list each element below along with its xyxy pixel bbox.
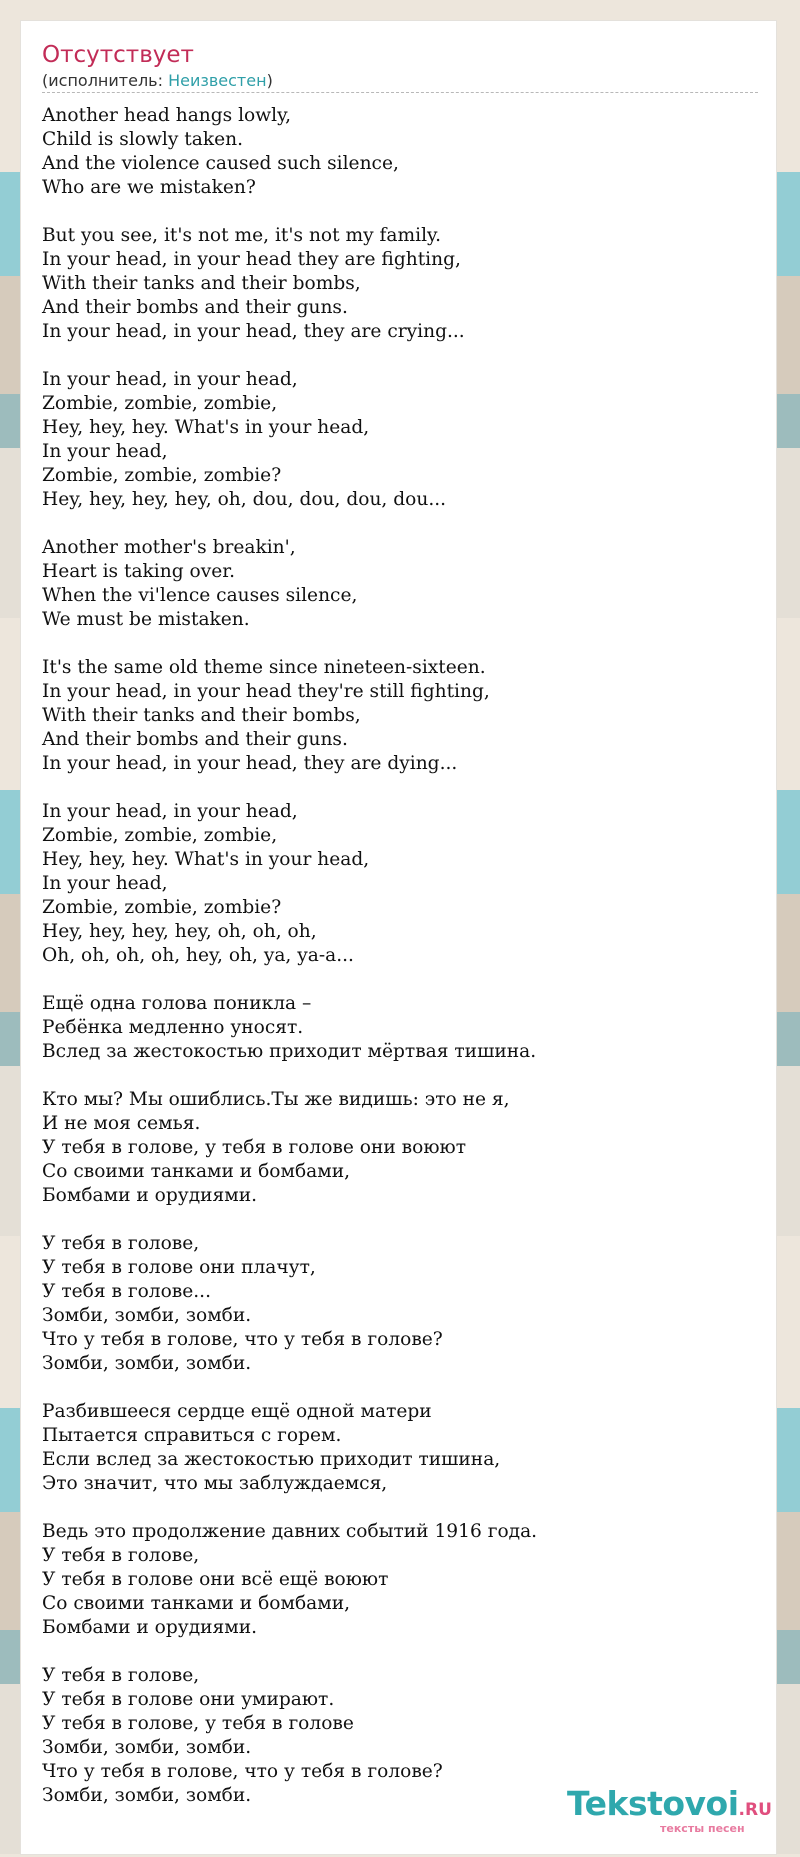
lyrics-line: Child is slowly taken. <box>42 129 243 150</box>
lyrics-text <box>42 104 762 1808</box>
lyrics-blank-line <box>42 512 762 536</box>
logo-tld: .RU <box>738 1800 772 1820</box>
lyrics-line: Зомби, зомби, зомби. <box>42 1353 252 1374</box>
lyrics-line: But you see, it's not me, it's not my family. <box>42 225 441 246</box>
lyrics-line: Вслед за жестокостью приходит мёртвая тишина. <box>42 1041 537 1062</box>
lyrics-line: Zombie, zombie, zombie, <box>42 825 278 846</box>
lyrics-line: Oh, oh, oh, oh, hey, oh, ya, ya-a... <box>42 945 354 966</box>
lyrics-line: Hey, hey, hey. What's in your head, <box>42 417 370 438</box>
lyrics-line: Зомби, зомби, зомби. <box>42 1305 252 1326</box>
lyrics-line: Что у тебя в голове, что у тебя в голове? <box>42 1761 443 1782</box>
lyrics-line: У тебя в голове, у тебя в голове они воюют <box>42 1137 466 1158</box>
lyrics-line: In your head, <box>42 441 168 462</box>
lyrics-blank-line <box>42 968 762 992</box>
lyrics-line: У тебя в голове, <box>42 1233 200 1254</box>
lyrics-line: У тебя в голове, <box>42 1665 200 1686</box>
lyrics-line: Это значит, что мы заблуждаемся, <box>42 1473 388 1494</box>
artist-link[interactable]: Неизвестен <box>168 71 267 90</box>
song-title: Отсутствует <box>42 42 194 68</box>
lyrics-blank-line <box>42 1376 762 1400</box>
site-logo[interactable] <box>567 1786 772 1834</box>
lyrics-line: With their tanks and their bombs, <box>42 705 361 726</box>
lyrics-blank-line <box>42 776 762 800</box>
lyrics-line: It's the same old theme since nineteen-sixteen. <box>42 657 486 678</box>
lyrics-line: Со своими танками и бомбами, <box>42 1161 351 1182</box>
lyrics-blank-line <box>42 200 762 224</box>
lyrics-line: Ещё одна голова поникла – <box>42 993 312 1014</box>
lyrics-line: Со своими танками и бомбами, <box>42 1593 351 1614</box>
lyrics-line: Пытается справиться с горем. <box>42 1425 342 1446</box>
lyrics-line: And their bombs and their guns. <box>42 729 348 750</box>
lyrics-line: У тебя в голове, <box>42 1545 200 1566</box>
lyrics-line: Another mother's breakin', <box>42 537 296 558</box>
lyrics-line: Если вслед за жестокостью приходит тишина, <box>42 1449 501 1470</box>
artist-suffix: ) <box>266 71 273 90</box>
lyrics-line: In your head, in your head, they are crying... <box>42 321 465 342</box>
logo-tagline: тексты песен <box>660 1822 745 1835</box>
lyrics-line: In your head, in your head, <box>42 369 298 390</box>
lyrics-blank-line <box>42 632 762 656</box>
lyrics-line: With their tanks and their bombs, <box>42 273 361 294</box>
lyrics-line: In your head, in your head they are fighting, <box>42 249 461 270</box>
lyrics-line: Hey, hey, hey. What's in your head, <box>42 849 370 870</box>
lyrics-line: И не моя семья. <box>42 1113 201 1134</box>
lyrics-card <box>20 20 777 1855</box>
lyrics-blank-line <box>42 1064 762 1088</box>
lyrics-line: We must be mistaken. <box>42 609 250 630</box>
lyrics-blank-line <box>42 344 762 368</box>
lyrics-line: In your head, in your head, they are dying... <box>42 753 458 774</box>
artist-prefix: (исполнитель: <box>42 71 169 90</box>
lyrics-line: У тебя в голове, у тебя в голове <box>42 1713 354 1734</box>
song-subtitle <box>42 71 758 93</box>
lyrics-blank-line <box>42 1496 762 1520</box>
lyrics-line: Зомби, зомби, зомби. <box>42 1737 252 1758</box>
lyrics-line: У тебя в голове они плачут, <box>42 1257 316 1278</box>
logo-name: Tekstovoi <box>567 1784 739 1823</box>
lyrics-line: Another head hangs lowly, <box>42 105 292 126</box>
lyrics-line: Who are we mistaken? <box>42 177 256 198</box>
lyrics-line: Zombie, zombie, zombie? <box>42 465 282 486</box>
lyrics-line: Ведь это продолжение давних событий 1916 года. <box>42 1521 538 1542</box>
lyrics-line: Кто мы? Мы ошиблись.Ты же видишь: это не я, <box>42 1089 510 1110</box>
lyrics-line: In your head, in your head, <box>42 801 298 822</box>
lyrics-line: У тебя в голове они умирают. <box>42 1689 335 1710</box>
lyrics-line: When the vi'lence causes silence, <box>42 585 358 606</box>
lyrics-line: Разбившееся сердце ещё одной матери <box>42 1401 432 1422</box>
lyrics-line: Бомбами и орудиями. <box>42 1185 258 1206</box>
lyrics-line: Зомби, зомби, зомби. <box>42 1785 252 1806</box>
lyrics-line: And their bombs and their guns. <box>42 297 348 318</box>
lyrics-blank-line <box>42 1208 762 1232</box>
lyrics-line: In your head, <box>42 873 168 894</box>
lyrics-line: And the violence caused such silence, <box>42 153 399 174</box>
lyrics-line: Heart is taking over. <box>42 561 235 582</box>
lyrics-line: Что у тебя в голове, что у тебя в голове? <box>42 1329 443 1350</box>
lyrics-line: У тебя в голове они всё ещё воюют <box>42 1569 389 1590</box>
lyrics-line: Бомбами и орудиями. <box>42 1617 258 1638</box>
lyrics-blank-line <box>42 1640 762 1664</box>
lyrics-line: Hey, hey, hey, hey, oh, dou, dou, dou, dou... <box>42 489 447 510</box>
lyrics-line: In your head, in your head they're still fighting, <box>42 681 490 702</box>
lyrics-line: Hey, hey, hey, hey, oh, oh, oh, <box>42 921 317 942</box>
lyrics-line: У тебя в голове... <box>42 1281 211 1302</box>
lyrics-line: Ребёнка медленно уносят. <box>42 1017 304 1038</box>
lyrics-line: Zombie, zombie, zombie, <box>42 393 278 414</box>
lyrics-line: Zombie, zombie, zombie? <box>42 897 282 918</box>
